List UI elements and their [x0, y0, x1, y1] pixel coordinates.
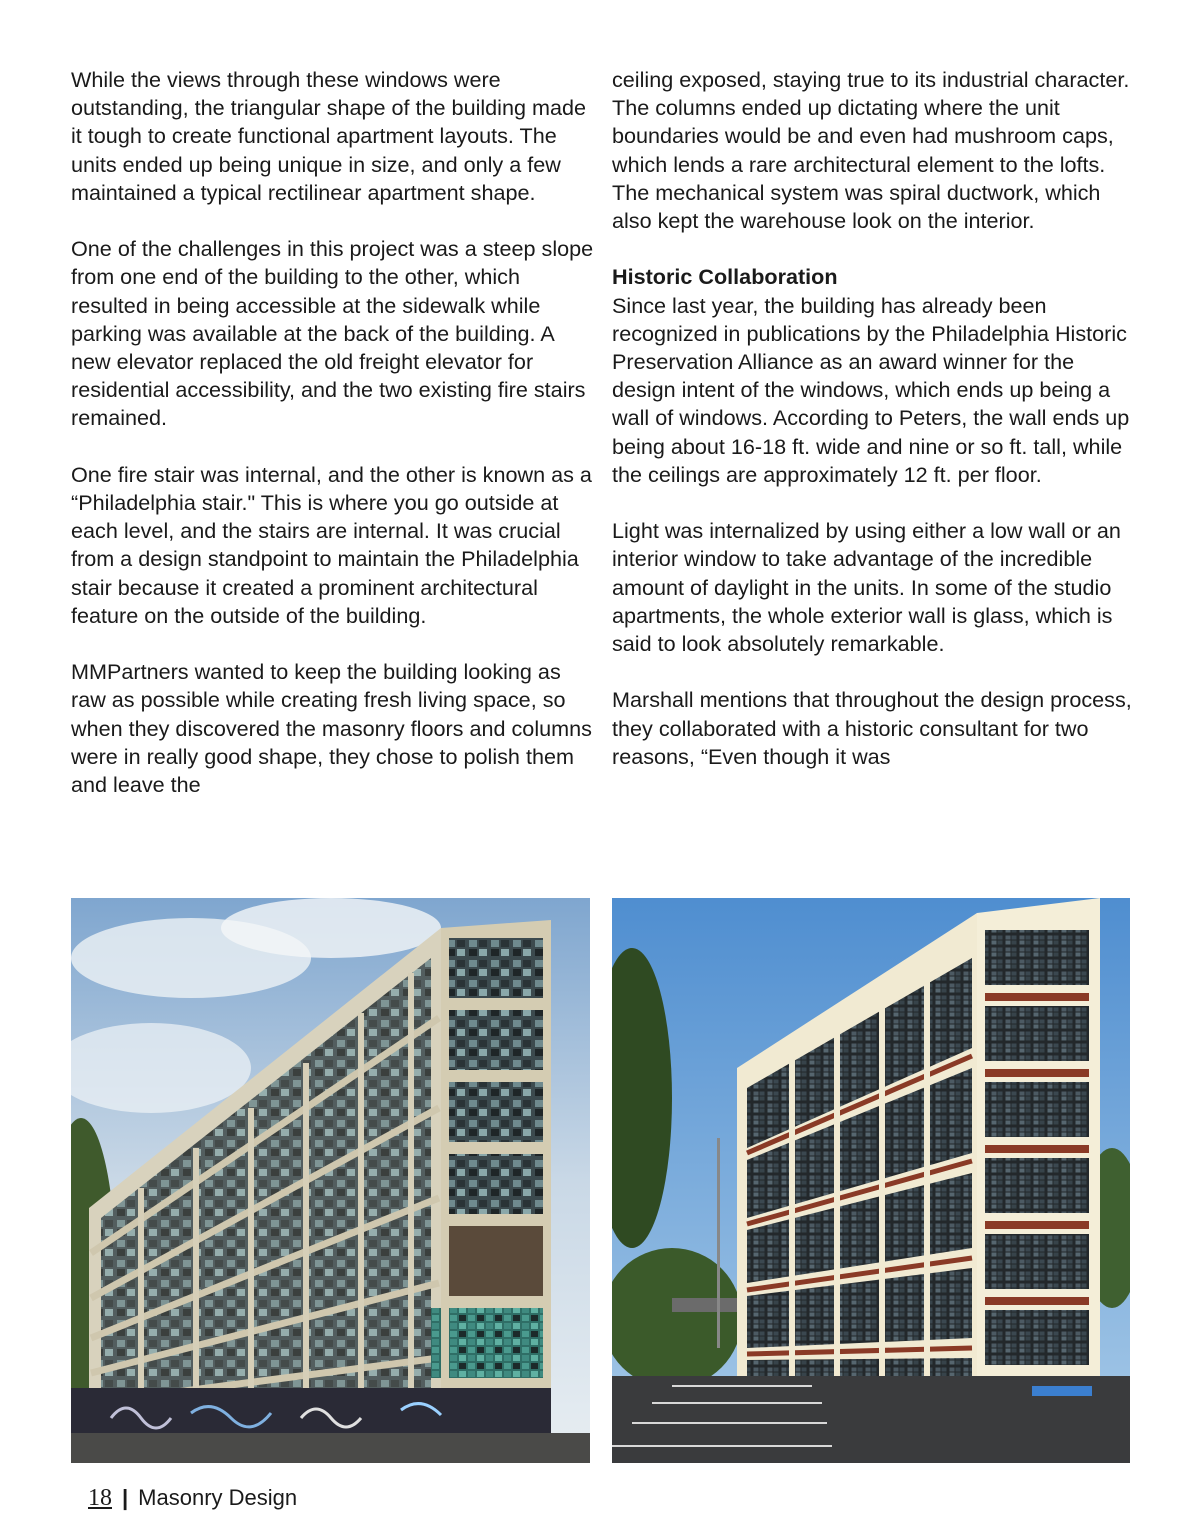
- page-footer: [88, 1480, 297, 1516]
- body-paragraph: While the views through these windows were outstanding, the triangular shape of the building made it tough to create functional apartment layouts. The units ended up being unique in size, and only a few maintained a typical rectilinear apartment shape.: [71, 67, 587, 205]
- right-text-column: [612, 66, 1142, 771]
- body-paragraph: Since last year, the building has already been recognized in publications by the Philadelphia Historic Preservation Alliance as an award winner for the design intent of the windows, which ends up being a wall of windows. According to Peters, the wall ends up being about 16-18 ft. wide and nine or so ft. tall, while the ceilings are approximately 12 ft. per floor.: [612, 292, 1130, 487]
- body-paragraph: Light was internalized by using either a low wall or an interior window to take advantage of the incredible amount of daylight in the units. In some of the studio apartments, the whole exterior wall is glass, which is said to look absolutely remarkable.: [612, 518, 1121, 657]
- section-heading: Historic Collaboration: [612, 264, 838, 290]
- body-paragraph: One of the challenges in this project was a steep slope from one end of the building to the other, which resulted in being accessible at the sidewalk while parking was available at the back of the building. A new elevator replaced the old freight elevator for residential accessibility, and the two existing fire stairs remained.: [71, 236, 594, 431]
- body-paragraph: Marshall mentions that throughout the design process, they collaborated with a historic consultant for two reasons, “Even though it was: [612, 687, 1132, 769]
- body-paragraph: MMPartners wanted to keep the building looking as raw as possible while creating fresh living space, so when they discovered the masonry floors and columns were in really good shape, they chose to polish them and leave the: [71, 659, 592, 798]
- page-number: 18: [88, 1484, 112, 1511]
- left-text-column: [71, 66, 596, 799]
- body-paragraph: One fire stair was internal, and the other is known as a “Philadelphia stair." This is where you go outside at each level, and the stairs are internal. It was crucial from a design standpoint to maintain the Philadelphia stair because it created a prominent architectural feature on the outside of the building.: [71, 461, 592, 628]
- body-paragraph: ceiling exposed, staying true to its industrial character. The columns ended up dictating where the unit boundaries would be and even had mushroom caps, which lends a rare architectural element to the lofts. The mechanical system was spiral ductwork, which also kept the warehouse look on the interior.: [612, 67, 1130, 234]
- footer-separator: |: [122, 1485, 129, 1510]
- photo-building-after: [612, 898, 1130, 1463]
- photo-building-before: [71, 898, 590, 1463]
- publication-name: Masonry Design: [138, 1485, 298, 1510]
